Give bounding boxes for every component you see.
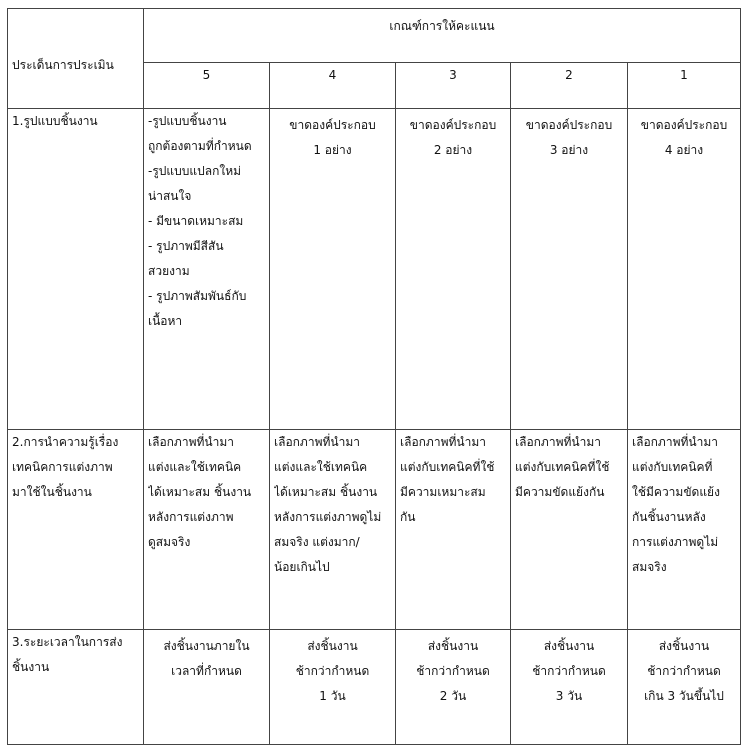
header-row-criteria <box>8 9 741 63</box>
cell-line: 2 อย่าง <box>433 143 473 157</box>
cell-line: ส่งชิ้นงาน <box>543 639 595 653</box>
cell-line: หลังการแต่งภาพดูไม่ <box>274 510 382 524</box>
criteria-cell-score-5 <box>144 109 270 430</box>
cell-line: เกิน 3 วันขึ้นไป <box>644 689 724 703</box>
cell-line: มีความขัดแย้งกัน <box>515 485 605 499</box>
cell-line: 3.ระยะเวลาในการส่ง <box>12 635 123 649</box>
cell-line: แต่งกับเทคนิคที่ใช้ <box>400 460 495 474</box>
cell-line: 3 อย่าง <box>549 143 589 157</box>
criteria-cell-score-4 <box>270 630 396 745</box>
score-header-2: 2 <box>511 63 628 109</box>
cell-line: เลือกภาพที่นำมา <box>400 435 486 449</box>
cell-line: ช้ากว่ากำหนด <box>416 664 490 678</box>
cell-line: 3 วัน <box>555 689 583 703</box>
cell-line: ขาดองค์ประกอบ <box>525 118 613 132</box>
cell-line: ได้เหมาะสม ชิ้นงาน <box>274 485 378 499</box>
cell-line: เลือกภาพที่นำมา <box>515 435 601 449</box>
criteria-cell-score-1 <box>628 430 741 630</box>
cell-line: ชิ้นงาน <box>12 660 50 674</box>
criteria-cell-score-3 <box>396 109 511 430</box>
criteria-cell-score-5 <box>144 430 270 630</box>
cell-line: เลือกภาพที่นำมา <box>274 435 360 449</box>
cell-line: ถูกต้องตามที่กำหนด <box>148 139 252 153</box>
cell-line: น่าสนใจ <box>148 189 192 203</box>
cell-line: กันชิ้นงานหลัง <box>632 510 706 524</box>
aspect-cell <box>8 109 144 430</box>
cell-line: แต่งกับเทคนิคที่ <box>632 460 713 474</box>
cell-line: ดูสมจริง <box>148 535 191 549</box>
rubric-table <box>7 8 741 745</box>
criteria-cell-score-4 <box>270 430 396 630</box>
cell-line: ใช้มีความขัดแย้ง <box>632 485 720 499</box>
score-header-5: 5 <box>144 63 270 109</box>
cell-line: สมจริง <box>632 560 667 574</box>
criteria-cell-score-5 <box>144 630 270 745</box>
cell-line: 2 วัน <box>439 689 467 703</box>
cell-line: เทคนิคการแต่งภาพ <box>12 460 113 474</box>
score-header-3: 3 <box>396 63 511 109</box>
cell-line: เนื้อหา <box>148 314 183 328</box>
cell-line: -รูปแบบชิ้นงาน <box>148 114 227 128</box>
criteria-cell-score-3 <box>396 630 511 745</box>
cell-line: ส่งชิ้นงาน <box>307 639 358 653</box>
cell-line: ได้เหมาะสม ชิ้นงาน <box>148 485 252 499</box>
cell-line: ส่งชิ้นงานภายใน <box>163 639 250 653</box>
score-header-4: 4 <box>270 63 396 109</box>
cell-line: ส่งชิ้นงาน <box>427 639 479 653</box>
cell-line: สมจริง แต่งมาก/ <box>274 535 360 549</box>
criteria-cell-score-1 <box>628 109 741 430</box>
aspect-header: ประเด็นการประเมิน <box>12 58 114 72</box>
cell-line: แต่งและใช้เทคนิค <box>148 460 242 474</box>
table-row <box>8 630 741 745</box>
cell-line: 1.รูปแบบชิ้นงาน <box>12 114 98 128</box>
cell-line: แต่งกับเทคนิคที่ใช้ <box>515 460 610 474</box>
cell-line: 4 อย่าง <box>664 143 704 157</box>
cell-line: ช้ากว่ากำหนด <box>647 664 721 678</box>
cell-line: - รูปภาพมีสีสัน <box>148 239 224 253</box>
cell-line: ส่งชิ้นงาน <box>658 639 710 653</box>
cell-line: - มีขนาดเหมาะสม <box>148 214 244 228</box>
cell-line: เวลาที่กำหนด <box>171 664 242 678</box>
cell-line: การแต่งภาพดูไม่ <box>632 535 719 549</box>
table-row <box>8 430 741 630</box>
criteria-cell-score-4 <box>270 109 396 430</box>
aspect-cell <box>8 430 144 630</box>
cell-line: 1 อย่าง <box>313 143 352 157</box>
cell-line: ขาดองค์ประกอบ <box>289 118 376 132</box>
criteria-header: เกณฑ์การให้คะแนน <box>389 19 495 33</box>
aspect-header-cell <box>8 9 144 109</box>
criteria-header-cell <box>144 9 741 63</box>
cell-line: ขาดองค์ประกอบ <box>409 118 497 132</box>
cell-line: ช้ากว่ากำหนด <box>295 664 370 678</box>
cell-line: มาใช้ในชิ้นงาน <box>12 485 92 499</box>
cell-line: หลังการแต่งภาพ <box>148 510 234 524</box>
cell-line: 2.การนำความรู้เรื่อง <box>12 435 119 449</box>
criteria-cell-score-2 <box>511 109 628 430</box>
criteria-cell-score-2 <box>511 630 628 745</box>
cell-line: ช้ากว่ากำหนด <box>532 664 606 678</box>
criteria-cell-score-2 <box>511 430 628 630</box>
cell-line: -รูปแบบแปลกใหม่ <box>148 164 242 178</box>
cell-line: เลือกภาพที่นำมา <box>632 435 718 449</box>
cell-line: เลือกภาพที่นำมา <box>148 435 234 449</box>
table-row <box>8 109 741 430</box>
cell-line: - รูปภาพสัมพันธ์กับ <box>148 289 247 303</box>
criteria-cell-score-1 <box>628 630 741 745</box>
cell-line: 1 วัน <box>319 689 346 703</box>
cell-line: แต่งและใช้เทคนิค <box>274 460 368 474</box>
cell-line: ขาดองค์ประกอบ <box>640 118 728 132</box>
score-header-1: 1 <box>628 63 741 109</box>
cell-line: มีความเหมาะสม <box>400 485 486 499</box>
cell-line: น้อยเกินไป <box>274 560 330 574</box>
cell-line: สวยงาม <box>148 264 190 278</box>
aspect-cell <box>8 630 144 745</box>
cell-line: กัน <box>400 510 416 524</box>
criteria-cell-score-3 <box>396 430 511 630</box>
